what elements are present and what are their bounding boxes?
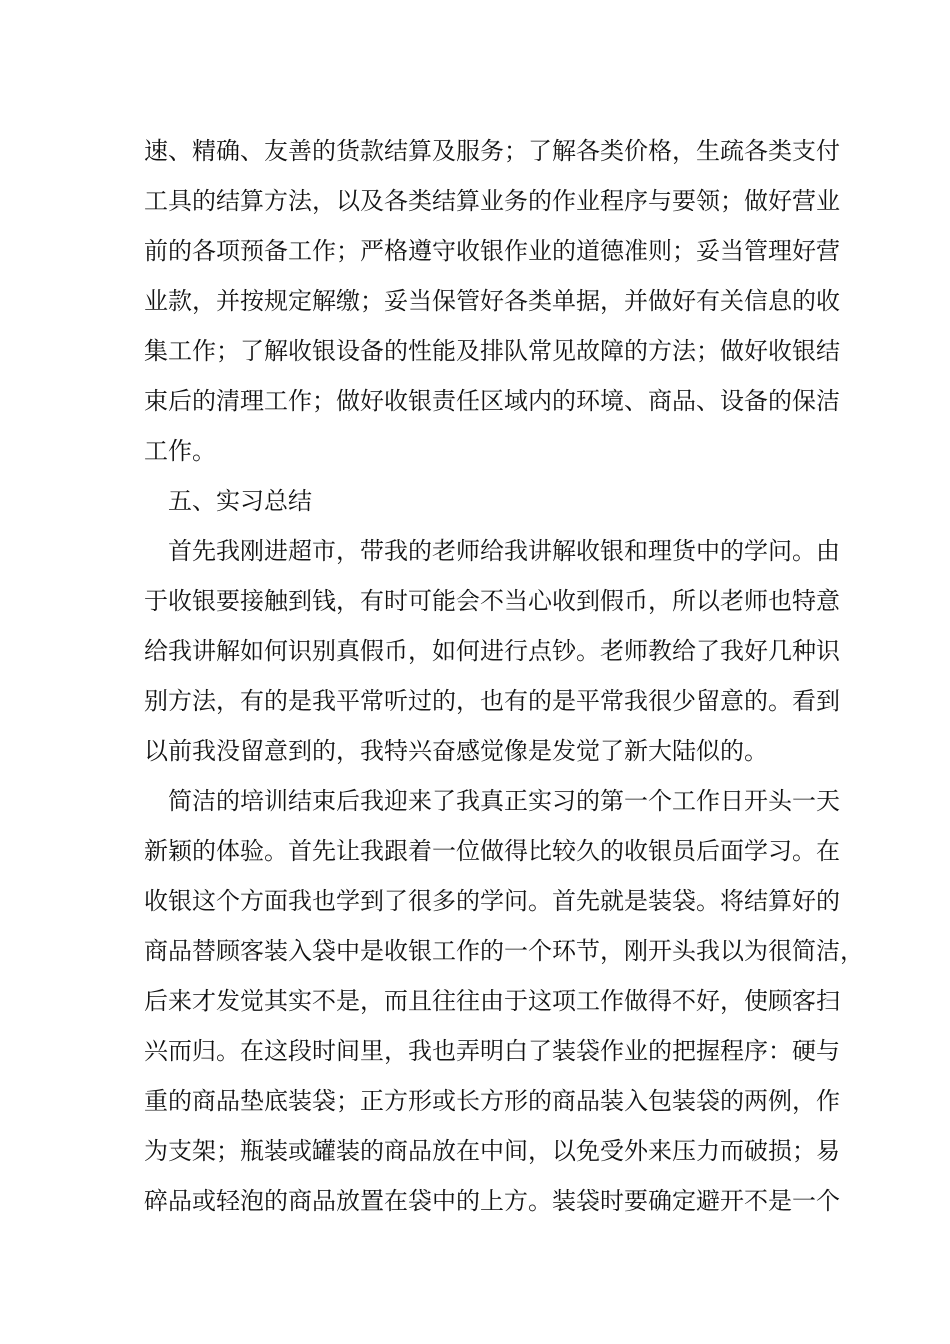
text-line: 集工作；了解收银设备的性能及排队常见故障的方法；做好收银结 <box>144 337 840 365</box>
text-line: 工具的结算方法，以及各类结算业务的作业程序与要领；做好营业 <box>144 187 840 215</box>
text-line: 后来才发觉其实不是，而且往往由于这项工作做得不好，使顾客扫 <box>144 987 840 1015</box>
text-line: 碎品或轻泡的商品放置在袋中的上方。装袋时要确定避开不是一个 <box>144 1187 840 1215</box>
text-line: 工作。 <box>144 437 216 465</box>
text-line: 为支架；瓶装或罐装的商品放在中间，以免受外来压力而破损；易 <box>144 1137 840 1165</box>
document-body <box>144 126 864 1226</box>
text-line: 前的各项预备工作；严格遵守收银作业的道德准则；妥当管理好营 <box>144 237 840 265</box>
text-line: 束后的清理工作；做好收银责任区域内的环境、商品、设备的保洁 <box>144 387 840 415</box>
text-line: 兴而归。在这段时间里，我也弄明白了装袋作业的把握程序：硬与 <box>144 1037 840 1065</box>
text-line: 业款，并按规定解缴；妥当保管好各类单据，并做好有关信息的收 <box>144 287 840 315</box>
text-line: 重的商品垫底装袋；正方形或长方形的商品装入包装袋的两例，作 <box>144 1087 840 1115</box>
text-line: 简洁的培训结束后我迎来了我真正实习的第一个工作日开头一天 <box>168 787 840 815</box>
text-line: 收银这个方面我也学到了很多的学问。首先就是装袋。将结算好的 <box>144 887 840 915</box>
text-line: 商品替顾客装入袋中是收银工作的一个环节，刚开头我以为很简洁， <box>144 937 864 965</box>
section-heading: 五、实习总结 <box>168 487 312 515</box>
paragraph-duties <box>144 126 840 476</box>
text-line: 给我讲解如何识别真假币，如何进行点钞。老师教给了我好几种识 <box>144 637 840 665</box>
text-line: 于收银要接触到钱，有时可能会不当心收到假币，所以老师也特意 <box>144 587 840 615</box>
text-line: 别方法，有的是我平常听过的，也有的是平常我很少留意的。看到 <box>144 687 840 715</box>
text-line: 新颖的体验。首先让我跟着一位做得比较久的收银员后面学习。在 <box>144 837 840 865</box>
text-line: 首先我刚进超市，带我的老师给我讲解收银和理货中的学问。由 <box>168 537 840 565</box>
paragraph-bagging <box>144 776 864 1226</box>
text-line: 以前我没留意到的，我特兴奋感觉像是发觉了新大陆似的。 <box>144 737 768 765</box>
paragraph-first-impressions <box>144 526 840 776</box>
text-line: 速、精确、友善的货款结算及服务；了解各类价格，生疏各类支付 <box>144 137 840 165</box>
